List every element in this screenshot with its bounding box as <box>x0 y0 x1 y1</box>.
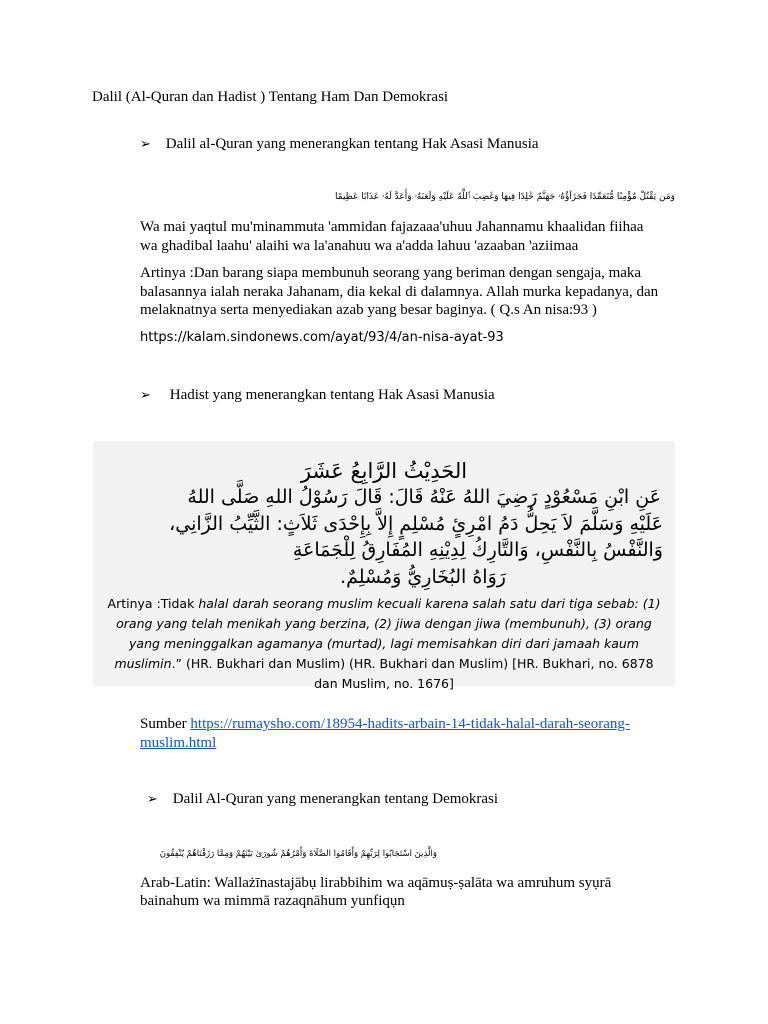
hadist-arabic-line: عَنِ ابْنِ مَسْعُوْدٍ رَضِيَ اللهُ عَنْهُ قَالَ: قَالَ رَسُوْلُ اللهِ صَلَّى اللهُ <box>187 486 661 508</box>
latin-transliteration-line: bainahum wa mimmā razaqnāhum yunfiqụn <box>140 893 405 909</box>
heading-text: Hadist yang menerangkan tentang Hak Asasi Manusia <box>169 387 495 403</box>
hadist-arabic-line: عَلَيْهِ وَسَلَّمَ لاَ يَحِلُّ دَمُ امْرِئٍ مُسْلِمٍ إِلاَّ بِإِحْدَى ثَلاَثٍ: الثَّيِّبُ الزَّانِي، <box>169 513 663 535</box>
hadist-arabic-line: وَالنَّفْسُ بِالنَّفْسِ، وَالتَّارِكُ لِدِيْنِهِ المُفَارِقُ لِلْجَمَاعَةِ <box>292 539 663 561</box>
translation-italic: orang yang telah menikah yang berzina, (2) jiwa dengan jiwa (membunuh), (3) orang <box>116 616 652 631</box>
latin-transliteration-line: wa ghadibal laahu' alaihi wa la'anahuu wa a'adda lahuu 'azaaban 'aziimaa <box>140 238 579 254</box>
latin-transliteration-line: Arab-Latin: Wallażīnastajābụ lirabbihim wa aqāmuṣ-ṣalāta wa amruhum syụrā <box>140 875 612 891</box>
latin-transliteration-line: Wa mai yaqtul mu'minammuta 'ammidan fajazaaa'uhuu Jahannamu khaalidan fiihaa <box>140 219 644 235</box>
hadist-title-arabic: الحَدِيْثُ الرَّابِعُ عَشَرَ <box>300 459 468 483</box>
translation-italic: muslimin <box>114 656 172 671</box>
translation-line: melaknatnya serta menyediakan azab yang besar baginya. ( Q.s An nisa:93 ) <box>140 302 597 318</box>
sumber-link[interactable]: https://rumaysho.com/18954-hadits-arbain-14-tidak-halal-darah-seorang- <box>190 716 630 732</box>
translation-prefix: Artinya :Tidak <box>107 596 199 611</box>
hadist-box <box>93 441 675 691</box>
section-heading-hadist <box>140 386 495 404</box>
sumber-source <box>140 715 680 733</box>
translation-italic: yang meninggalkan agamanya (murtad), lagi memisahkan diri dari jamaah kaum <box>129 636 639 651</box>
section-heading-hak-asasi <box>140 135 539 153</box>
hadist-arabic-line: رَوَاهُ البُخَارِيُّ وَمُسْلِمٌ. <box>340 566 506 588</box>
translation-reference: dan Muslim, no. 1676] <box>314 676 454 691</box>
translation-reference: .” (HR. Bukhari dan Muslim) (HR. Bukhari dan Muslim) [HR. Bukhari, no. 6878 <box>171 656 654 671</box>
arrow-bullet-icon: ➢ <box>147 791 158 806</box>
sumber-link[interactable]: muslim.html <box>140 735 217 751</box>
source-url: https://kalam.sindonews.com/ayat/93/4/an-nisa-ayat-93 <box>140 330 504 345</box>
hadist-translation <box>93 594 675 694</box>
translation-italic: halal darah seorang muslim kecuali karena salah satu dari tiga sebab: (1) <box>198 596 661 611</box>
translation-line: Artinya :Dan barang siapa membunuh seorang yang beriman dengan sengaja, maka <box>140 265 642 281</box>
sumber-link-continued <box>140 734 216 752</box>
arrow-bullet-icon: ➢ <box>140 387 151 402</box>
translation-line: balasannya ialah neraka Jahanam, dia kekal di dalamnya. Allah murka kepadanya, dan <box>140 284 659 300</box>
document-title: Dalil (Al-Quran dan Hadist ) Tentang Ham Dan Demokrasi <box>92 89 449 105</box>
arrow-bullet-icon: ➢ <box>140 136 151 151</box>
arabic-verse-ash-shura: وَالَّذِينَ اسْتَجَابُوا لِرَبِّهِمْ وَأَقَامُوا الصَّلَاةَ وَأَمْرُهُمْ شُورَىٰ بَيْنَهُمْ وَمِمَّا رَزَقْنَاهُمْ يُنْفِقُونَ <box>159 849 437 859</box>
arabic-verse-an-nisa: وَمَن يَقْتُلْ مُؤْمِنًا مُّتَعَمِّدًا فَجَزَآؤُهُۥ جَهَنَّمُ خَٰلِدًا فِيهَا وَغَضِبَ ٱللَّهُ عَلَيْهِ وَلَعَنَهُۥ وَأَعَدَّ لَهُۥ عَذَابًا عَظِيمًا <box>335 192 675 202</box>
heading-text: Dalil Al-Quran yang menerangkan tentang Demokrasi <box>172 791 499 807</box>
section-heading-demokrasi <box>147 790 498 808</box>
sumber-label: Sumber <box>140 716 191 732</box>
heading-text: Dalil al-Quran yang menerangkan tentang Hak Asasi Manusia <box>165 136 539 152</box>
